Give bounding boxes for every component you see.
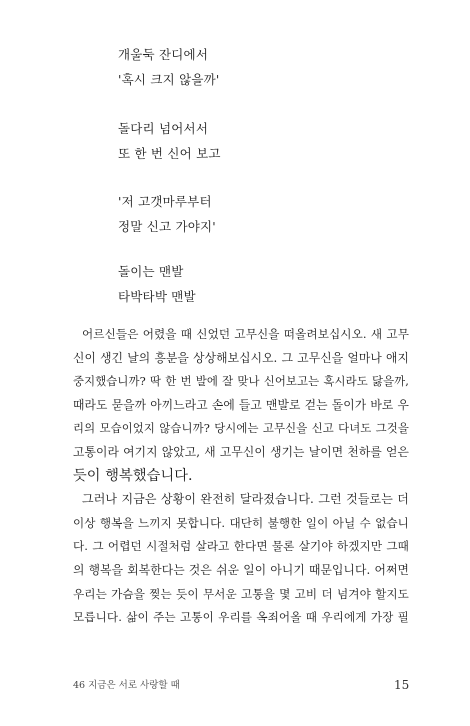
paragraph-line: 어르신들은 어렸을 때 신었던 고무신을 떠올려보십시오. 새 고무 [82, 327, 409, 341]
paragraph-line: 다. 그 어렵던 시절처럼 살라고 한다면 물론 살기야 하겠지만 그때 [73, 539, 409, 554]
paragraph-line: 모릅니다. 삶이 주는 고통이 우리를 옥죄어올 때 우리에게 가장 필 [73, 610, 409, 625]
poem-line: 정말 신고 가야지' [118, 219, 216, 234]
paragraph-line: 우리는 가슴을 찢는 듯이 무서운 고통을 몇 고비 더 넘겨야 할지도 [73, 586, 409, 601]
paragraph-line: 때라도 묻을까 아끼느라고 손에 들고 맨발로 걷는 돌이가 바로 우 [73, 397, 409, 412]
paragraph-line: 의 행복을 회복한다는 것은 쉬운 일이 아니기 때문입니다. 어쩌면 [73, 562, 409, 577]
paragraph-line: 고통이라 여기지 않았고, 새 고무신이 생기는 날이면 천하를 얻은 [73, 444, 409, 459]
poem-line: 또 한 번 신어 보고 [118, 146, 221, 161]
paragraph-line: 이상 행복을 느끼지 못합니다. 대단히 불행한 일이 아닐 수 없습니 [73, 515, 409, 530]
paragraph-line: 듯이 행복했습니다. [73, 467, 193, 484]
paragraph-line: 신이 생긴 날의 흥분을 상상해보십시오. 그 고무신을 얼마나 애지 [73, 350, 409, 365]
poem-line: 타박타박 맨발 [118, 289, 196, 304]
page-number: 15 [394, 678, 410, 692]
paragraph-line: 중지했습니까? 딱 한 번 발에 잘 맞나 신어보고는 혹시라도 닳을까, [73, 374, 409, 389]
body-text [73, 323, 409, 630]
paragraph-line: 그러나 지금은 상황이 완전히 달라졌습니다. 그런 것들로는 더 [82, 492, 409, 507]
poem-line: '혹시 크지 않을까' [118, 72, 220, 87]
poem-line: 돌이는 맨발 [118, 264, 184, 279]
paragraph-line: 리의 모습이었지 않습니까? 당시에는 고무신을 신고 다녀도 그것을 [73, 421, 409, 436]
poem-line: '저 고갯마루부터 [118, 194, 212, 209]
poem-line: 돌다리 넘어서서 [118, 121, 209, 136]
poem-line: 개울둑 잔디에서 [118, 47, 209, 62]
running-head: 46 지금은 서로 사랑할 때 [73, 680, 180, 691]
